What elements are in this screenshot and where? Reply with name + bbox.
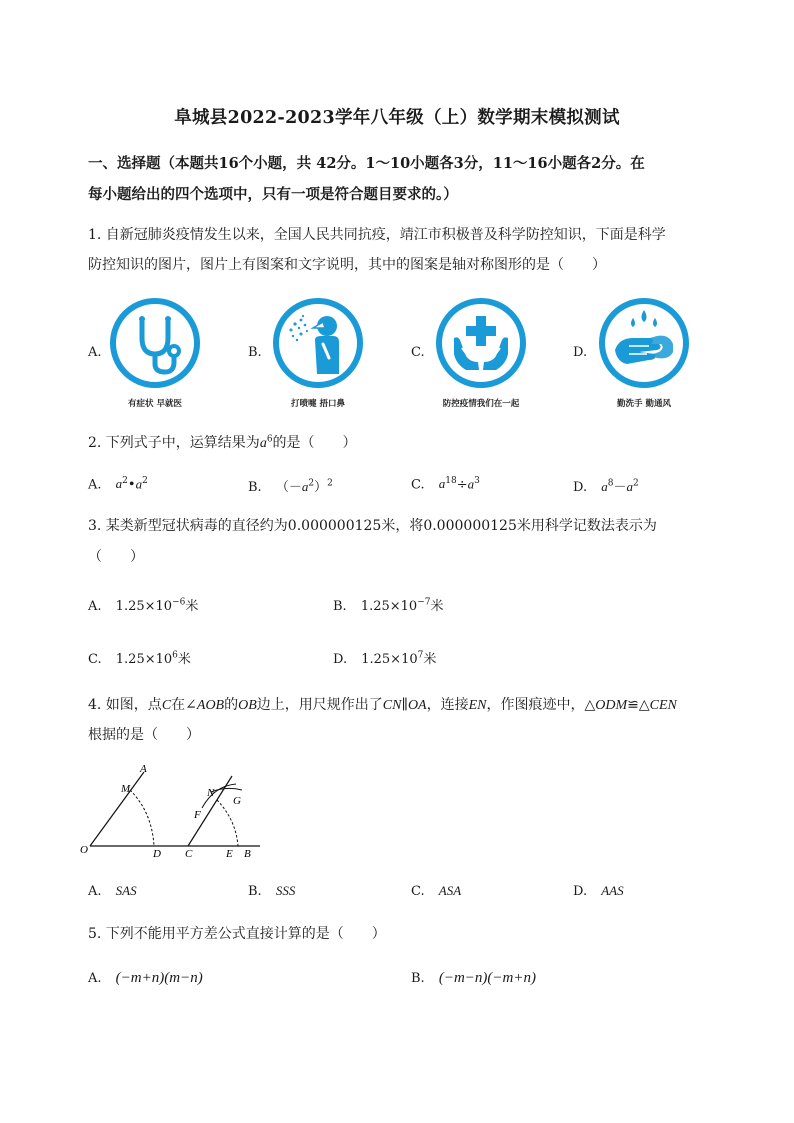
q2-stem-text: 2. 下列式子中，运算结果为 bbox=[88, 435, 260, 451]
q4-option-d bbox=[573, 883, 624, 899]
q1-option-d-caption: 勤洗手 勤通风 bbox=[617, 399, 671, 409]
q4-text-3: 的 bbox=[224, 697, 239, 713]
q2-option-a-exp2: 2 bbox=[142, 476, 148, 486]
q3-stem-line1: 3. 某类新型冠状病毒的直径约为0.000000125米，将0.000000125米用科学记数法表示为 bbox=[88, 518, 657, 534]
q1-option-b-caption: 打喷嚏 捂口鼻 bbox=[291, 399, 345, 409]
q1-option-c-caption: 防控疫情我们在一起 bbox=[442, 399, 520, 409]
q1-option-a-caption: 有症状 早就医 bbox=[128, 399, 182, 409]
q2-option-c-base2: a bbox=[467, 476, 475, 492]
q3-option-d-letter: D. bbox=[333, 652, 348, 667]
q4-var-5: OA bbox=[407, 698, 427, 713]
q4-var-6: EN bbox=[468, 698, 487, 713]
q4-option-b-letter: B. bbox=[248, 884, 262, 899]
page-title: 阜城县2022-2023学年八年级（上）数学期末模拟测试 bbox=[174, 108, 620, 128]
q3-option-a-unit: 米 bbox=[185, 599, 199, 614]
q3-option-d-unit: 米 bbox=[423, 652, 437, 667]
q5-option-b-expr: (−m−n)(−m+n) bbox=[438, 970, 536, 986]
fig-label-e: E bbox=[226, 848, 233, 860]
fig-label-a: A bbox=[140, 763, 147, 775]
q4-var-1: C bbox=[161, 698, 172, 713]
q4-option-a-letter: A. bbox=[88, 884, 102, 899]
q2-option-c bbox=[411, 476, 480, 492]
fig-label-b: B bbox=[244, 848, 251, 860]
q4-option-b-value: SSS bbox=[275, 883, 296, 898]
q1-option-a-letter: A. bbox=[88, 345, 102, 360]
section-header-line1: 一、选择题（本题共16个小题，共 42分。1～10小题各3分，11～16小题各2分。在 bbox=[88, 155, 645, 172]
q2-option-a-exp1: 2 bbox=[122, 476, 128, 486]
q1-stem-line1: 1. 自新冠肺炎疫情发生以来，全国人民共同抗疫，靖江市积极普及科学防控知识，下面是科学 bbox=[88, 227, 666, 243]
hands-cross-icon bbox=[436, 298, 526, 388]
q2-option-a bbox=[88, 476, 148, 492]
q4-text-1: 4. 如图，点 bbox=[88, 697, 162, 713]
q2-option-d-exp1: 8 bbox=[607, 478, 614, 489]
q4-var-4: CN bbox=[382, 698, 402, 713]
q3-option-c bbox=[88, 648, 191, 667]
q3-option-a bbox=[88, 595, 198, 614]
q1-option-b-letter: B. bbox=[248, 345, 262, 360]
q4-text-2: 在∠ bbox=[171, 697, 197, 713]
fig-label-o: O bbox=[80, 844, 88, 856]
q4-text-8: ≌△ bbox=[627, 697, 650, 713]
section-header-line2: 每小题给出的四个选项中，只有一项是符合题目要求的。） bbox=[88, 186, 458, 203]
handwash-icon bbox=[599, 298, 689, 388]
q2-option-b-exp1: 2 bbox=[308, 478, 315, 489]
stethoscope-icon bbox=[110, 298, 200, 388]
q5-option-b bbox=[411, 970, 536, 987]
q2-option-c-op: ÷ bbox=[456, 477, 468, 493]
q2-option-a-letter: A. bbox=[88, 477, 102, 493]
sneeze-icon bbox=[273, 298, 363, 388]
q4-option-a bbox=[88, 883, 137, 899]
q2-option-c-letter: C. bbox=[411, 477, 425, 493]
fig-label-f: F bbox=[194, 809, 201, 821]
q2-option-d-letter: D. bbox=[573, 480, 588, 495]
q2-option-c-base1: a bbox=[438, 476, 446, 492]
q3-option-d bbox=[333, 648, 436, 667]
q4-text-5: ∥ bbox=[401, 697, 408, 713]
q2-option-d-op: － bbox=[613, 480, 627, 495]
q1-option-d-letter: D. bbox=[573, 345, 588, 360]
q4-option-c bbox=[411, 883, 461, 899]
q2-option-b-letter: B. bbox=[248, 480, 262, 495]
q2-stem-exp: 6 bbox=[266, 434, 273, 445]
q3-option-c-mantissa: 1.25×10 bbox=[115, 652, 173, 667]
q2-option-b-post: ） bbox=[314, 480, 328, 495]
q4-option-d-letter: D. bbox=[573, 884, 588, 899]
q4-var-7: ODM bbox=[595, 698, 628, 713]
q1-option-c-letter: C. bbox=[411, 345, 425, 360]
q2-option-c-exp2: 3 bbox=[474, 476, 480, 486]
q3-option-b-unit: 米 bbox=[430, 599, 444, 614]
q5-option-a-letter: A. bbox=[88, 971, 102, 986]
q4-option-c-value: ASA bbox=[438, 883, 462, 898]
q3-option-b-letter: B. bbox=[333, 599, 347, 614]
q3-option-d-exp: 7 bbox=[417, 650, 424, 661]
q4-option-b bbox=[248, 883, 295, 899]
q3-option-a-mantissa: 1.25×10 bbox=[115, 599, 173, 614]
q2-option-d-exp2: 2 bbox=[632, 478, 639, 489]
q4-text-7: ，作图痕迹中，△ bbox=[486, 697, 596, 713]
q2-option-d bbox=[573, 476, 639, 495]
q4-var-8: CEN bbox=[649, 698, 677, 713]
q3-option-c-unit: 米 bbox=[177, 652, 191, 667]
q3-stem-line2: （ ） bbox=[88, 549, 144, 565]
q4-geometry-figure bbox=[80, 760, 280, 865]
q2-option-d-base2: a bbox=[626, 479, 633, 494]
q3-option-d-mantissa: 1.25×10 bbox=[361, 652, 418, 667]
fig-label-d: D bbox=[153, 848, 161, 860]
q2-stem-suffix: 的是（ ） bbox=[272, 435, 357, 451]
q5-stem: 5. 下列不能用平方差公式直接计算的是（ ） bbox=[88, 926, 386, 942]
q2-stem-var: a bbox=[259, 436, 267, 451]
q3-option-a-exp: −6 bbox=[172, 597, 186, 608]
q4-option-c-letter: C. bbox=[411, 884, 425, 899]
fig-label-m: M bbox=[121, 783, 131, 795]
q2-option-b-pre: （－ bbox=[275, 480, 302, 495]
q4-var-3: OB bbox=[238, 698, 257, 713]
q2-stem bbox=[88, 432, 357, 452]
q3-option-b bbox=[333, 595, 444, 614]
q3-option-a-letter: A. bbox=[88, 599, 102, 614]
q4-var-2: AOB bbox=[196, 698, 225, 713]
q2-option-a-op: • bbox=[127, 477, 136, 493]
q4-option-a-value: SAS bbox=[115, 883, 137, 898]
q3-option-c-exp: 6 bbox=[172, 650, 178, 661]
q4-text-4: 边上，用尺规作出了 bbox=[256, 697, 383, 713]
q2-option-c-exp1: 18 bbox=[445, 476, 457, 486]
q2-option-b bbox=[248, 476, 333, 495]
fig-label-n: N bbox=[207, 787, 215, 799]
q5-option-a bbox=[88, 970, 203, 987]
fig-label-g: G bbox=[233, 795, 241, 807]
q4-text-6: ，连接 bbox=[426, 697, 469, 713]
q3-option-c-letter: C. bbox=[88, 652, 102, 667]
q2-option-b-base: a bbox=[301, 479, 309, 494]
q2-option-a-base2: a bbox=[135, 476, 143, 492]
q5-option-a-expr: (−m+n)(m−n) bbox=[115, 970, 203, 986]
q1-stem-line2: 防控知识的图片，图片上有图案和文字说明，其中的图案是轴对称图形的是（ ） bbox=[88, 257, 606, 273]
q5-option-b-letter: B. bbox=[411, 971, 425, 986]
q2-option-d-base1: a bbox=[601, 479, 608, 494]
q3-option-b-mantissa: 1.25×10 bbox=[360, 599, 418, 614]
q4-option-d-value: AAS bbox=[601, 883, 624, 898]
q3-option-b-exp: −7 bbox=[417, 597, 431, 608]
fig-label-c: C bbox=[185, 848, 193, 860]
q2-option-b-outer-exp: 2 bbox=[327, 478, 333, 489]
q4-stem-line1 bbox=[88, 694, 677, 714]
q2-option-a-base1: a bbox=[115, 476, 123, 492]
q4-stem-line2: 根据的是（ ） bbox=[88, 727, 200, 743]
